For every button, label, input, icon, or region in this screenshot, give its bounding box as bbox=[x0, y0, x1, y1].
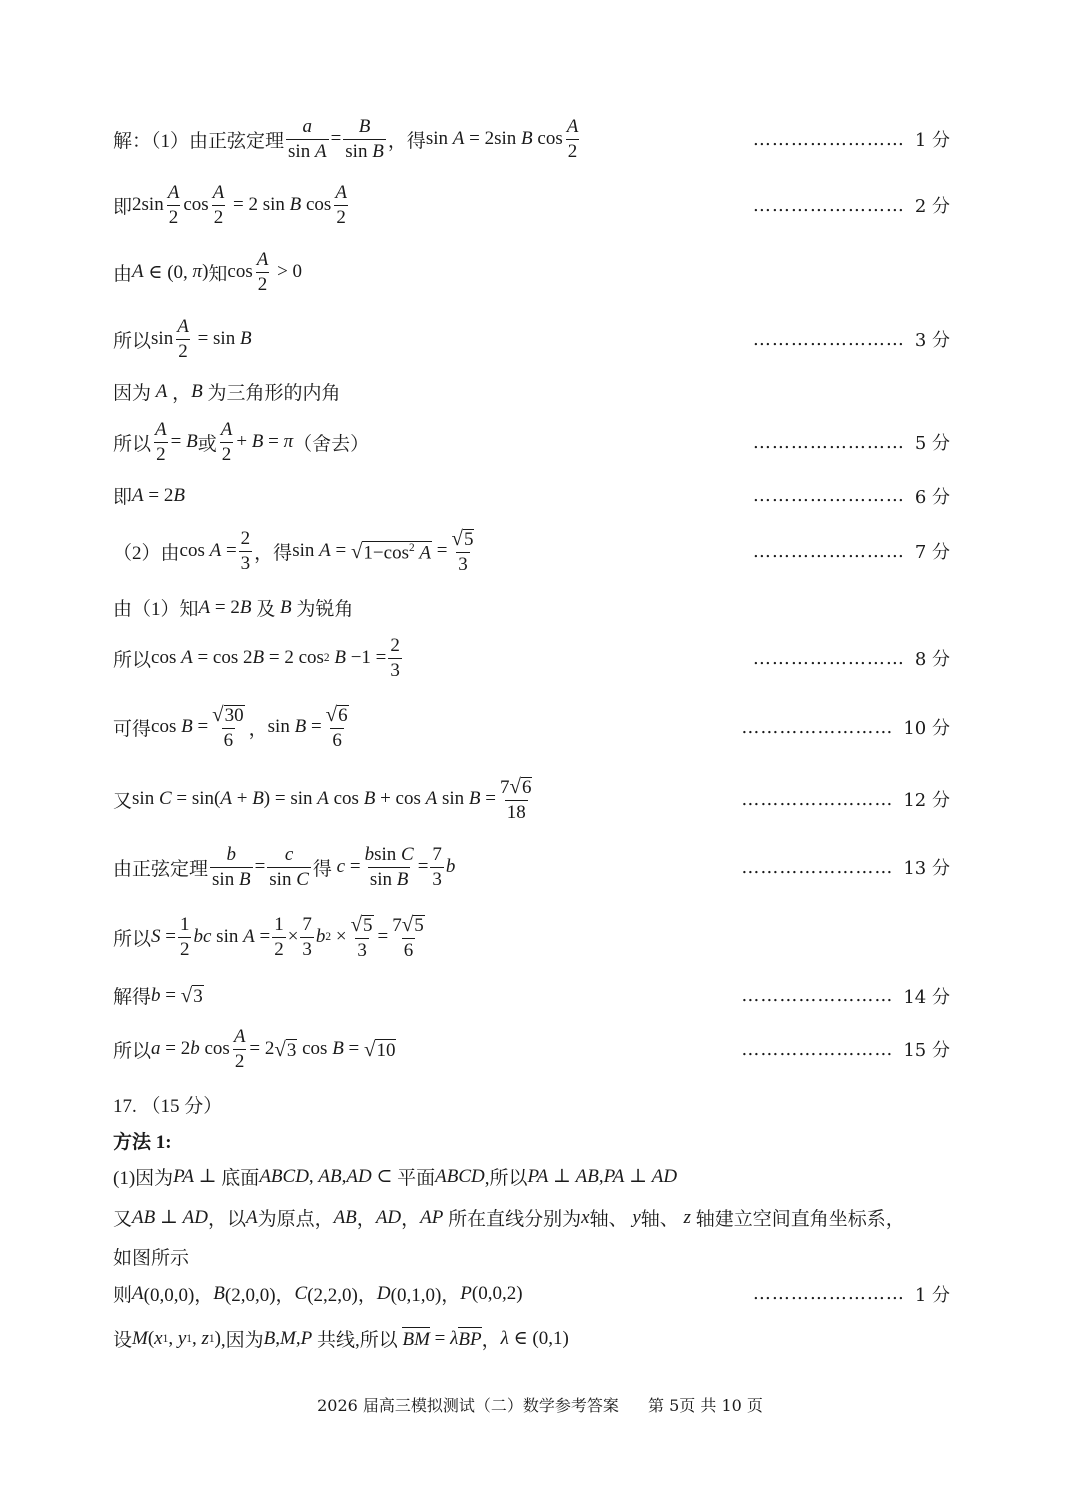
line-text: (1)因为 bbox=[113, 1168, 174, 1189]
solution-line-23: 设 M ( x 1 , y 1 , z 1 ) ,因为 B , M , P 共线,所以 BM = λ BP ， λ ∈ (0,1) bbox=[113, 1325, 950, 1352]
line-text: 所以 bbox=[113, 433, 152, 455]
solution-line-13: 由正弦定理 $\frac{b}{\text{sin B}}$ = $\frac{c}{\text{sin C}}$ 得 c = $\frac{\text{bsin C}}{\text{sin B}}$ = $\frac{7}{3}$ b …………………… 13 分 bbox=[113, 844, 950, 890]
line-text: 为锐角 bbox=[296, 599, 354, 620]
fraction: $\frac{A}{2}$ bbox=[566, 116, 579, 162]
line-text: ,所以 bbox=[484, 1168, 528, 1189]
line-text: ，得 bbox=[254, 542, 293, 564]
score-marker: …………………… 3 分 bbox=[752, 328, 950, 352]
score-marker: …………………… 1 分 bbox=[752, 1283, 950, 1306]
line-text: 及 bbox=[256, 599, 276, 620]
line-text: 由（1）知 bbox=[113, 599, 199, 620]
line-text: 为三角形的内角 bbox=[207, 383, 341, 404]
line-text: 即 bbox=[113, 196, 133, 218]
solution-line-20: 又 AB ⊥ AD ，以 A 为原点， AB ， AD ， AP 所在直线分别为 x 轴、 y 轴、 z 轴建立空间直角坐标系， bbox=[113, 1204, 950, 1231]
score-marker: …………………… 1 分 bbox=[752, 128, 950, 152]
line-text: 所以 bbox=[113, 1040, 152, 1062]
score-marker: …………………… 10 分 bbox=[741, 716, 950, 740]
solution-line-4: 所以 sin $\frac{A}{2}$ = sin B …………………… 3 分 bbox=[113, 316, 950, 362]
score-marker: …………………… 6 分 bbox=[752, 485, 950, 508]
line-text: 又 bbox=[113, 790, 133, 812]
solution-line-6: 所以 $\frac{A}{2}$ = B 或 $\frac{A}{2}$ + B = π （舍去） …………………… 5 分 bbox=[113, 419, 950, 465]
line-text: 所以 bbox=[113, 330, 152, 352]
footer-page-number: 第 5页 共 10 页 bbox=[648, 1396, 763, 1415]
solution-line-2: 即 2sin $\frac{A}{2}$ cos $\frac{A}{2}$ = 2 sin B cos $\frac{A}{2}$ …………………… 2 分 bbox=[113, 182, 950, 228]
line-text: ， bbox=[248, 718, 268, 740]
solution-line-12: 又 sin C = sin( A + B ) = sin A cos B + cos A sin B = 7 √ 6 18 …………………… 12 分 bbox=[113, 774, 950, 823]
score-marker: …………………… 14 分 bbox=[741, 985, 950, 1008]
solution-line-11: 可得 cos B = √ 30 6 ， sin B = √ 6 6 …………………… 10 分 bbox=[113, 702, 950, 751]
line-text: 共线,所以 bbox=[316, 1330, 398, 1351]
line-text: 由 bbox=[113, 263, 133, 285]
solution-line-16: 所以 a = 2 b cos $\frac{A}{2}$ = 2 √ 3 cos B = √ 10 …………………… 15 分 bbox=[113, 1026, 950, 1072]
line-text: 轴、 bbox=[640, 1209, 679, 1230]
solution-line-3: 由 A ∈ (0, π ) 知 cos $\frac{A}{2}$ > 0 bbox=[113, 249, 303, 295]
line-text: 底面 bbox=[221, 1168, 260, 1189]
line-text: 所以 bbox=[113, 928, 152, 950]
line-text: 解：（1）由正弦定理 bbox=[113, 130, 285, 152]
line-text: 所以 bbox=[113, 649, 152, 671]
line-text: 由正弦定理 bbox=[113, 858, 209, 880]
solution-line-5: 因为 A ， B 为三角形的内角 bbox=[113, 378, 950, 405]
line-text: 或 bbox=[197, 433, 217, 455]
solution-line-19: (1)因为 PA ⊥ 底面 ABCD , AB , AD ⊂ 平面 ABCD ,所以 PA ⊥ AB , PA ⊥ AD bbox=[113, 1163, 950, 1190]
solution-line-7: 即 A = 2 B …………………… 6 分 bbox=[113, 482, 950, 509]
method-heading: 方法 1: bbox=[113, 1132, 172, 1153]
line-text: ，以 bbox=[207, 1209, 246, 1230]
page-footer bbox=[0, 1393, 1080, 1416]
line-text: ,因为 bbox=[220, 1330, 264, 1351]
solution-line-14: 所以 S = $\frac{1}{2}$ bc sin A = $\frac{1}{2}$ × $\frac{7}{3}$ b 2 × √ 5 3 = 7 √ 5 6 bbox=[113, 912, 424, 961]
footer-title: 2026 届高三模拟测试（二）数学参考答案 bbox=[317, 1396, 619, 1415]
solution-line-1: 解：（1）由正弦定理 $\frac{a}{\text{sin A}}$ = $\frac{B}{\text{sin B}}$ ，得 sin A = 2sin B cos $\frac{A}{2}$ …………………… 1 分 bbox=[113, 116, 950, 162]
solution-line-8: （2）由 cos A = $\frac{2}{3}$ ，得 sin A = √ $1-\cos^2$ A = √ 5 3 …………………… 7 分 bbox=[113, 526, 950, 575]
score-marker: …………………… 8 分 bbox=[752, 647, 950, 671]
question-17-heading: 17. （15 分） bbox=[113, 1096, 223, 1117]
fraction: $\frac{a}{\text{sin A}}$ bbox=[288, 116, 327, 162]
score-marker: …………………… 13 分 bbox=[741, 856, 950, 880]
line-text: 得 bbox=[312, 858, 332, 880]
solution-line-22: 则 A (0,0,0)， B (2,0,0)， C (2,2,0)， D (0,1,0)， P (0,0,2) …………………… 1 分 bbox=[113, 1280, 950, 1307]
line-text: 所在直线分别为 bbox=[448, 1209, 582, 1230]
line-text: 又 bbox=[113, 1209, 133, 1230]
solution-line-9: 由（1）知 A = 2 B 及 B 为锐角 bbox=[113, 594, 950, 621]
score-marker: …………………… 7 分 bbox=[752, 540, 950, 564]
line-text: 可得 bbox=[113, 718, 152, 740]
line-text: 平面 bbox=[397, 1168, 436, 1189]
solution-line-21: 如图所示 bbox=[113, 1248, 190, 1269]
score-marker: …………………… 5 分 bbox=[752, 431, 950, 455]
score-marker: …………………… 12 分 bbox=[741, 788, 950, 812]
solution-line-15: 解得 b = √ 3 …………………… 14 分 bbox=[113, 983, 950, 1008]
line-text: 因为 bbox=[113, 383, 152, 404]
score-marker: …………………… 15 分 bbox=[741, 1038, 950, 1062]
line-text: 轴、 bbox=[589, 1209, 628, 1230]
score-marker: …………………… 2 分 bbox=[752, 194, 950, 218]
line-text: 为原点， bbox=[257, 1209, 334, 1230]
line-text: 知 bbox=[208, 263, 228, 285]
solution-line-10: 所以 cos A = cos 2 B = 2 cos 2 B −1 = $\frac{2}{3}$ …………………… 8 分 bbox=[113, 635, 950, 681]
line-text: 解得 bbox=[113, 987, 152, 1008]
line-text: ，得 bbox=[387, 130, 426, 152]
line-text: 轴建立空间直角坐标系， bbox=[695, 1209, 905, 1230]
line-text: 则 bbox=[113, 1285, 133, 1306]
line-text: （舍去） bbox=[293, 433, 370, 455]
line-text: 即 bbox=[113, 487, 133, 508]
line-text: 设 bbox=[113, 1330, 133, 1351]
line-text: （2）由 bbox=[113, 542, 180, 564]
fraction: $\frac{B}{\text{sin B}}$ bbox=[345, 116, 384, 162]
